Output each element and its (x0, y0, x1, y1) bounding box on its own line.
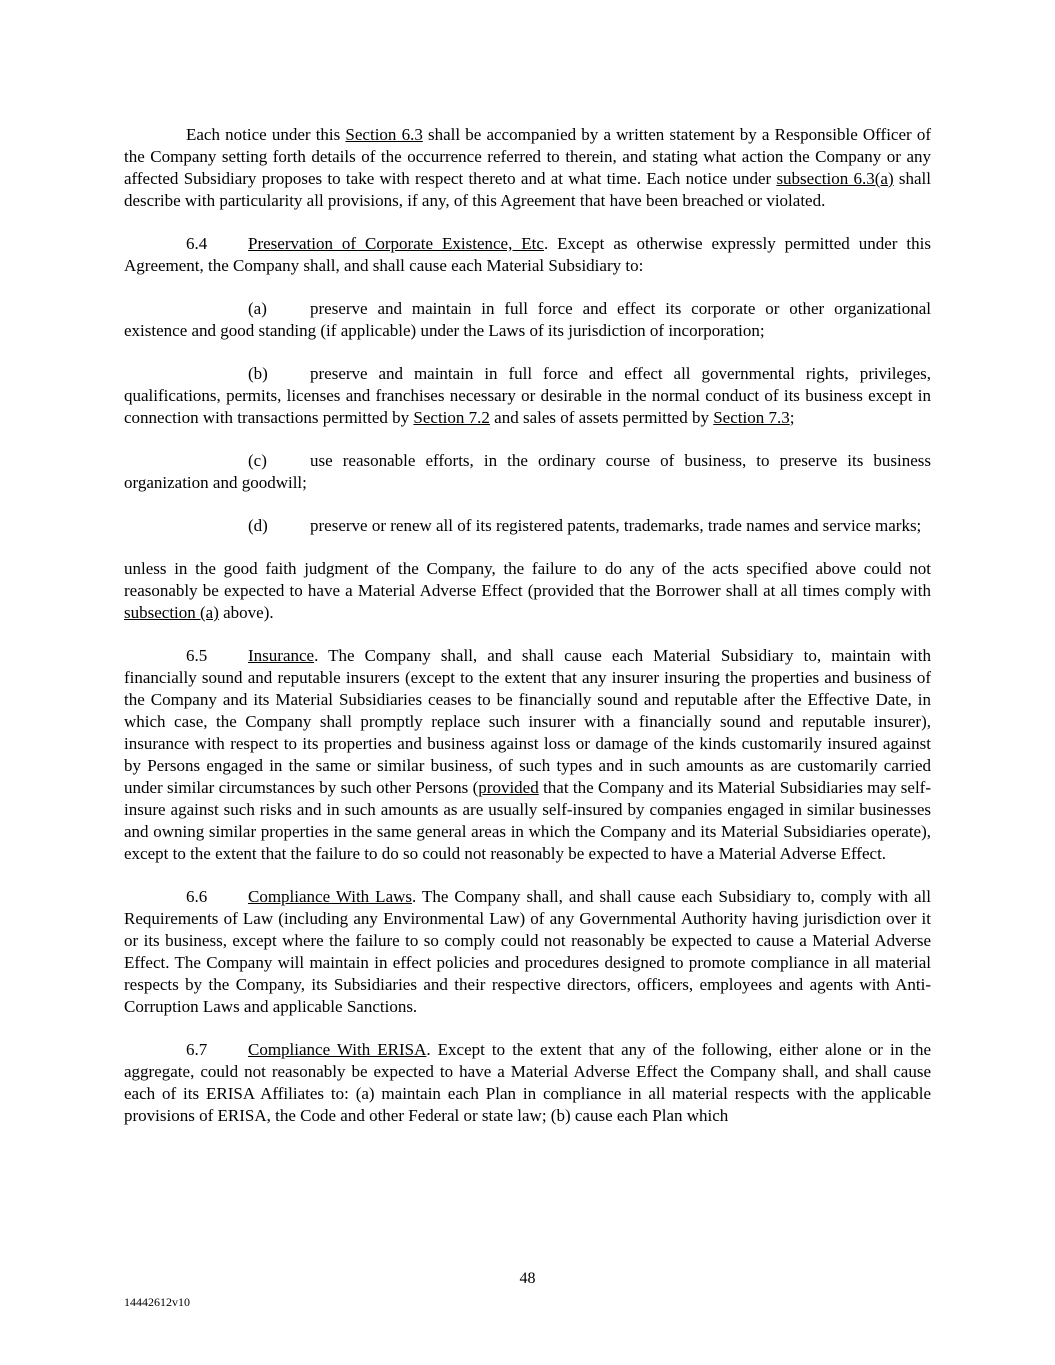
clause-d (124, 515, 931, 537)
section-number: 6.4 (186, 234, 208, 253)
text: above). (218, 603, 274, 622)
text: and sales of assets permitted by (489, 408, 714, 427)
clause-label: (c) (248, 451, 267, 470)
text: ; (789, 408, 795, 427)
text: . Except as otherwise expressly permitted under this Agreement, the Company shall, and shall cause each Material Subsidiary to: (124, 234, 931, 275)
unless-paragraph (124, 558, 931, 624)
section-6-4-paragraph (124, 233, 931, 277)
section-7-2-reference: Section 7.2 (413, 408, 490, 427)
clause-c (124, 450, 931, 494)
text: preserve and maintain in full force and effect its corporate or other organizational existence and good standing (if applicable) under the Laws of its jurisdiction of incorporation; (124, 299, 931, 340)
section-6-7-paragraph (124, 1039, 931, 1127)
text: Each notice under this (186, 125, 346, 144)
section-heading: Compliance With Laws (248, 887, 413, 906)
section-number: 6.7 (186, 1040, 208, 1059)
notice-paragraph (124, 124, 931, 212)
subsection-a-reference: subsection (a) (124, 603, 219, 622)
text: . The Company shall, and shall cause each Subsidiary to, comply with all Requirements of Law (including any Environmental Law) of any Governmental Authority having jurisdiction over it or its business, except where the failure to so comply could not reasonably be expected to cause a Material Adverse Effect. The Company will maintain in effect policies and procedures designed to promote compliance in all material respects by the Company, its Subsidiaries and their respective directors, officers, employees and agents with Anti-Corruption Laws and applicable Sanctions. (124, 887, 931, 1016)
text: shall be accompanied by a written statement by a Responsible Officer of the Company setting forth details of the occurrence referred to therein, and stating what action the Company or any affected Subsidiary proposes to take with respect thereto and at what time. Each notice under (124, 125, 931, 188)
text: . The Company shall, and shall cause each Material Subsidiary to, maintain with financially sound and reputable insurers (except to the extent that any insurer insuring the properties and business of the Company and its Material Subsidiaries ceases to be financially sound and reputable after the Effective Date, in which case, the Company shall promptly replace such insurer with a financially sound and reputable insurer), insurance with respect to its properties and business against loss or damage of the kinds customarily insured against by Persons engaged in the same or similar business, of such types and in such amounts as are customarily carried under similar circumstances by such other Persons ( (124, 646, 931, 797)
section-number: 6.6 (186, 887, 208, 906)
provided-term: provided (478, 778, 539, 797)
text: shall describe with particularity all provisions, if any, of this Agreement that have been breached or violated. (124, 169, 931, 210)
section-number: 6.5 (186, 646, 208, 665)
document-id: 14442612v10 (124, 1295, 190, 1309)
text: preserve or renew all of its registered patents, trademarks, trade names and service marks; (310, 516, 922, 535)
section-heading: Compliance With ERISA (248, 1040, 427, 1059)
text: . Except to the extent that any of the following, either alone or in the aggregate, could not reasonably be expected to have a Material Adverse Effect the Company shall, and shall cause each of its ERISA Affiliates to: (a) maintain each Plan in compliance in all material respects with the applicable provisions of ERISA, the Code and other Federal or state law; (b) cause each Plan which (124, 1040, 932, 1125)
text: preserve and maintain in full force and effect all governmental rights, privileges, qualifications, permits, licenses and franchises necessary or desirable in the normal conduct of its business except in connection with transactions permitted by (124, 364, 931, 427)
text: unless in the good faith judgment of the Company, the failure to do any of the acts specified above could not reasonably be expected to have a Material Adverse Effect (provided that the Borrower shall at all times comply with (124, 559, 931, 600)
section-6-6-paragraph (124, 886, 931, 1018)
clause-label: (d) (248, 516, 268, 535)
section-heading: Insurance (248, 646, 315, 665)
clause-b (124, 363, 931, 429)
document-body (124, 124, 931, 1127)
section-6-5-paragraph (124, 645, 931, 865)
page-number: 48 (519, 1270, 536, 1287)
section-7-3-reference: Section 7.3 (713, 408, 790, 427)
clause-label: (b) (248, 364, 268, 383)
text: use reasonable efforts, in the ordinary course of business, to preserve its business organization and goodwill; (124, 451, 931, 492)
section-heading: Preservation of Corporate Existence, Etc (248, 234, 544, 253)
subsection-6-3a-reference: subsection 6.3(a) (776, 169, 894, 188)
section-6-3-reference: Section 6.3 (345, 125, 423, 144)
clause-a (124, 298, 931, 342)
text: that the Company and its Material Subsidiaries may self-insure against such risks and in such amounts as are usually self-insured by companies engaged in similar businesses and owning similar properties in the same general areas in which the Company and its Material Subsidiaries operate), except to the extent that the failure to do so could not reasonably be expected to have a Material Adverse Effect. (124, 778, 932, 863)
clause-label: (a) (248, 299, 267, 318)
